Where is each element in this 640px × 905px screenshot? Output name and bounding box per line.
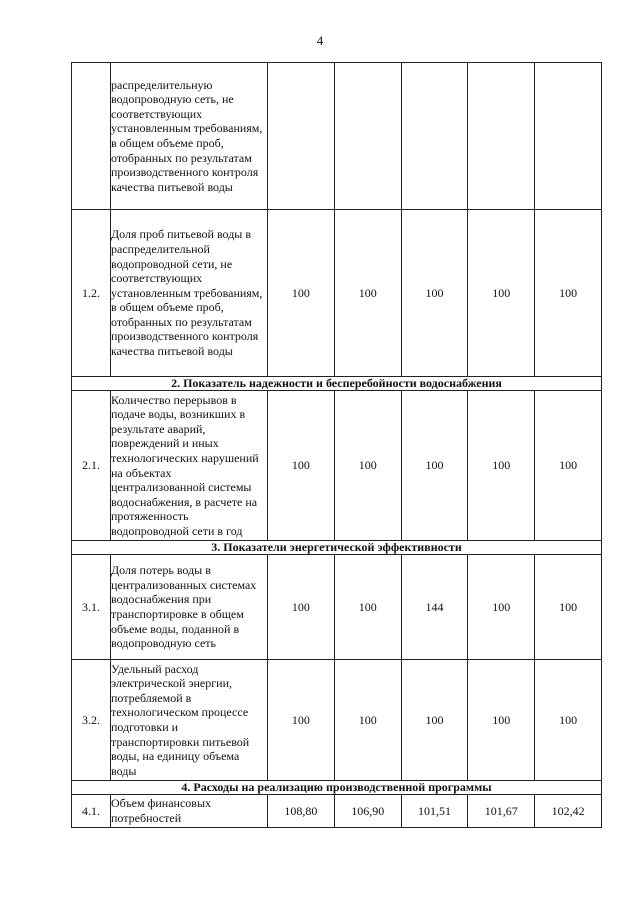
row-value: 108,80 — [268, 795, 335, 828]
row-value: 100 — [268, 210, 335, 377]
section-heading: 3. Показатели энергетической эффективности — [72, 541, 602, 555]
table-row — [72, 391, 602, 541]
row-value: 100 — [468, 555, 535, 660]
row-number: 3.2. — [72, 660, 111, 781]
row-value: 100 — [268, 391, 335, 541]
table-row — [72, 210, 602, 377]
row-value: 100 — [535, 660, 602, 781]
row-value: 100 — [535, 391, 602, 541]
row-number: 2.1. — [72, 391, 111, 541]
row-description: Доля проб питьевой воды в распределительной водопроводной сети, не соответствующих установленным требованиям, в общем объеме проб, отобранных по результатам производственного контроля качества питьевой воды — [111, 210, 268, 377]
row-value: 106,90 — [334, 795, 401, 828]
row-value: 100 — [535, 210, 602, 377]
row-value: 100 — [334, 391, 401, 541]
row-value: 100 — [334, 660, 401, 781]
row-value: 101,51 — [401, 795, 468, 828]
row-value: 100 — [535, 555, 602, 660]
row-value — [535, 63, 602, 210]
row-value: 100 — [468, 391, 535, 541]
row-description: Объем финансовых потребностей — [111, 795, 268, 828]
row-value: 100 — [268, 660, 335, 781]
row-description: Доля потерь воды в централизованных системах водоснабжения при транспортировке в общем объеме воды, поданной в водопроводную сеть — [111, 555, 268, 660]
row-value — [334, 63, 401, 210]
row-value: 100 — [468, 210, 535, 377]
table-row — [72, 555, 602, 660]
row-value: 100 — [334, 555, 401, 660]
row-value: 100 — [334, 210, 401, 377]
table-row — [72, 795, 602, 828]
row-value: 100 — [401, 391, 468, 541]
row-value: 101,67 — [468, 795, 535, 828]
row-value — [401, 63, 468, 210]
section-heading-row — [72, 541, 602, 555]
row-value — [468, 63, 535, 210]
performance-indicators-table — [71, 62, 602, 828]
table-row — [72, 63, 602, 210]
row-description: Количество перерывов в подаче воды, возникших в результате аварий, повреждений и иных технологических нарушений на объектах централизованной системы водоснабжения, в расчете на протяженность водопроводной сети в год — [111, 391, 268, 541]
section-heading-row — [72, 377, 602, 391]
row-number: 3.1. — [72, 555, 111, 660]
row-value: 100 — [401, 660, 468, 781]
section-heading: 2. Показатель надежности и бесперебойности водоснабжения — [72, 377, 602, 391]
row-value: 100 — [268, 555, 335, 660]
row-description: Удельный расход электрической энергии, потребляемой в технологическом процессе подготовки и транспортировки питьевой воды, на единицу объема воды — [111, 660, 268, 781]
row-description: распределительную водопроводную сеть, не соответствующих установленным требованиям, в общем объеме проб, отобранных по результатам производственного контроля качества питьевой воды — [111, 63, 268, 210]
row-number — [72, 63, 111, 210]
row-value — [268, 63, 335, 210]
row-value: 100 — [468, 660, 535, 781]
row-value: 144 — [401, 555, 468, 660]
section-heading: 4. Расходы на реализацию производственной программы — [72, 781, 602, 795]
row-number: 4.1. — [72, 795, 111, 828]
section-heading-row — [72, 781, 602, 795]
page-number: 4 — [316, 33, 324, 48]
row-number: 1.2. — [72, 210, 111, 377]
row-value: 100 — [401, 210, 468, 377]
table-row — [72, 660, 602, 781]
row-value: 102,42 — [535, 795, 602, 828]
